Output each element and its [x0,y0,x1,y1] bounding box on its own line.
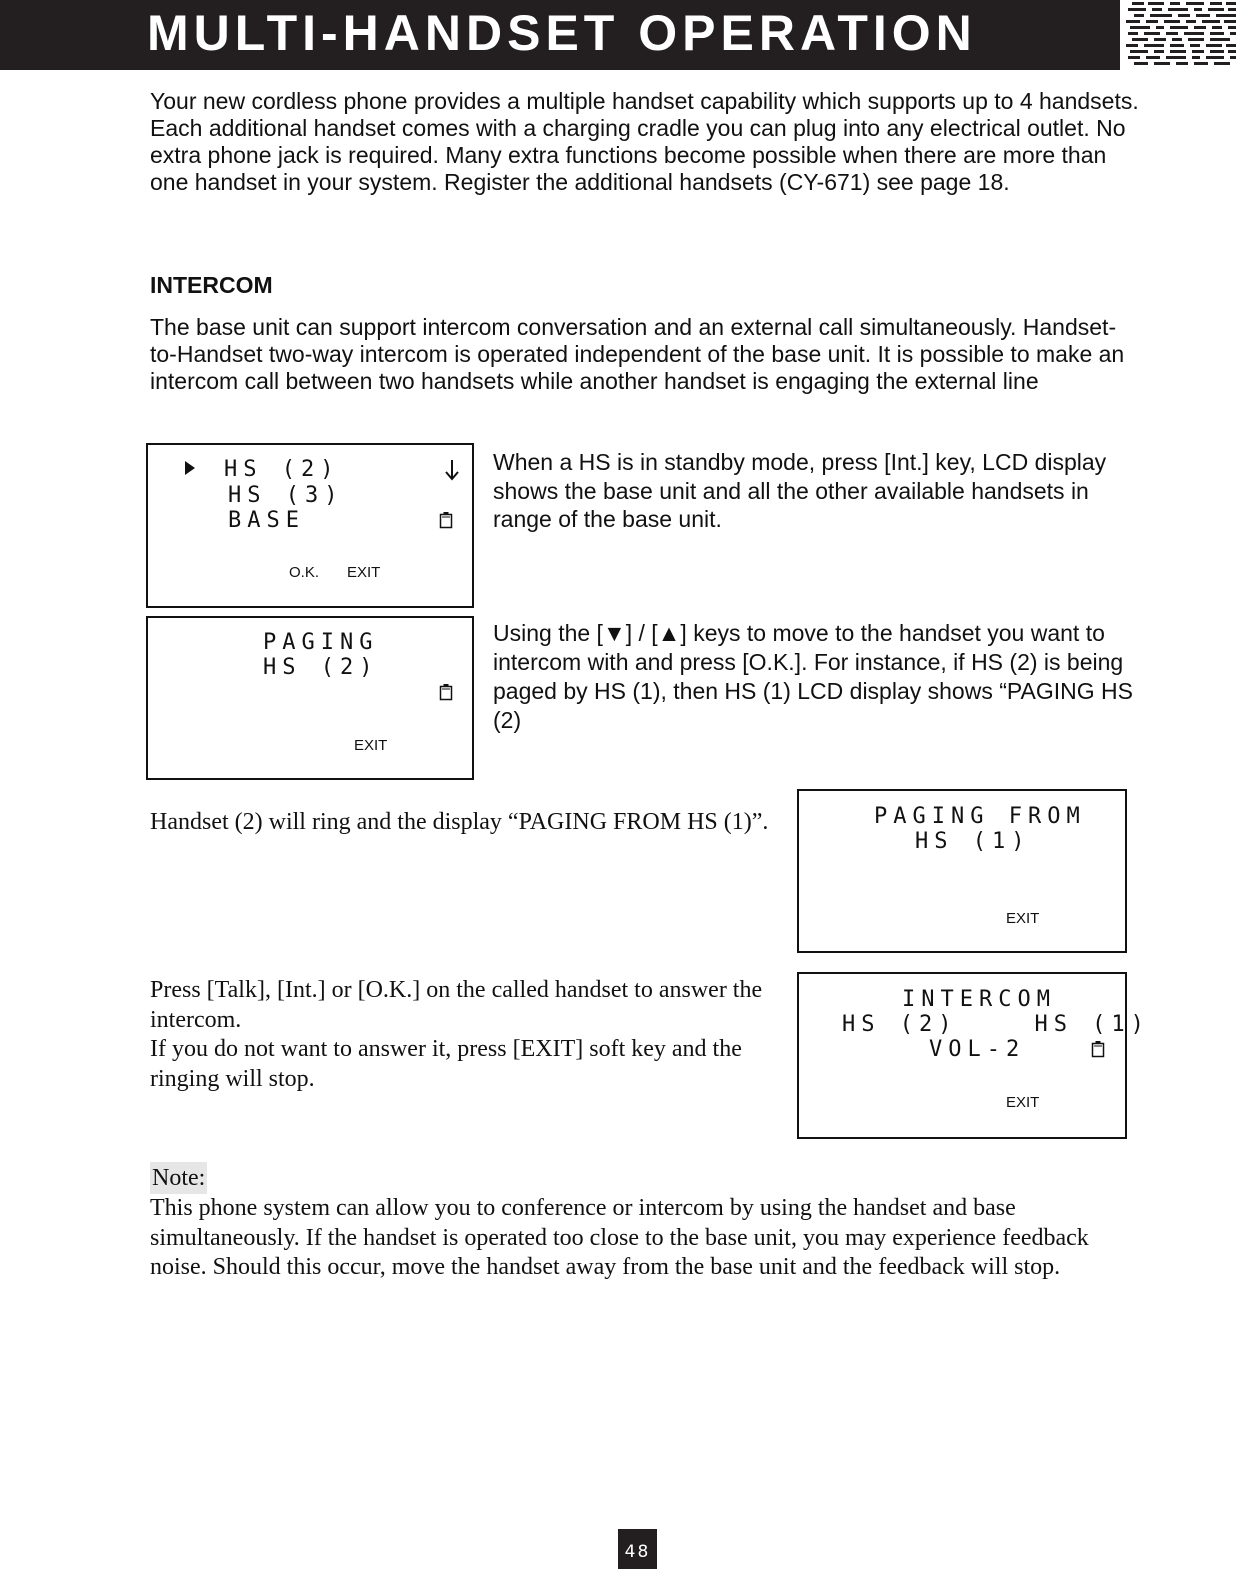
lcd-paging-display [146,616,474,780]
soft-key-ok: O.K. [289,564,320,581]
page-title: MULTI-HANDSET OPERATION [147,5,977,61]
step-answer-description [150,976,780,1094]
lcd-line-paging: PAGING [263,630,379,655]
lcd-line-paging-from: PAGING FROM [874,804,1086,829]
battery-icon [439,511,453,529]
intercom-description: The base unit can support intercom conversation and an external call simultaneously. Handset-to-Handset two-way intercom is operated independent of the base unit. It is possible to make an intercom call between two handsets while another handset is engaging the external line [150,314,1125,394]
step-decline-line: If you do not want to answer it, press [EXIT] soft key and the ringing will stop. [150,1036,742,1092]
step-ring-description: Handset (2) will ring and the display “PAGING FROM HS (1)”. [150,809,769,835]
header-bar [0,0,1120,70]
triangle-right-icon [184,460,196,476]
lcd-line-intercom: INTERCOM [902,987,1056,1012]
note-text: This phone system can allow you to conference or intercom by using the handset and base simultaneously. If the handset is operated too close to the base unit, you may experience feedback noise. Should this occur, move the handset away from the base unit and the feedback will stop. [150,1195,1089,1280]
lcd-intercom-display [797,972,1150,1139]
intro-paragraph: Your new cordless phone provides a multiple handset capability which supports up to 4 handsets. Each additional handset comes with a charging cradle you can plug into any electrical outlet. No extra phone jack is required. Many extra functions become possible when there are more than one handset in your system. Register the additional handsets (CY-671) see page 18. [150,88,1139,195]
soft-key-exit: EXIT [347,564,381,581]
step-standby-description: When a HS is in standby mode, press [Int.] key, LCD display shows the base unit and all the other available handsets in range of the base unit. [493,449,1107,532]
lcd-paging-from-display [797,789,1127,953]
lcd-line-volume: VOL-2 [929,1037,1026,1062]
section-heading-intercom: INTERCOM [150,272,273,298]
decorative-pattern-icon [1124,0,1240,70]
lcd-line-base: BASE [228,508,305,533]
battery-icon [1091,1040,1105,1058]
lcd-standby-display [146,443,474,608]
lcd-line-hs2: HS (2) [263,655,379,680]
lcd-line-hs1: HS (1) [915,829,1031,854]
soft-key-exit: EXIT [354,737,388,754]
soft-key-exit: EXIT [1006,910,1040,927]
step-answer-line: Press [Talk], [Int.] or [O.K.] on the called handset to answer the intercom. [150,977,763,1033]
page-number: 48 [618,1529,657,1569]
battery-icon [439,683,453,701]
step-select-handset-description: Using the [▼] / [▲] keys to move to the handset you want to intercom with and press [O.K.]. For instance, if HS (2) is being paged by HS (1), then HS (1) LCD display shows “PAGING HS (2) [493,620,1133,733]
lcd-line-hs2-hs1: HS (2) HS (1) [842,1012,1150,1037]
note-label: Note: [150,1162,207,1194]
soft-key-exit: EXIT [1006,1094,1040,1111]
lcd-line-hs2: HS (2) [224,457,340,482]
lcd-line-hs3: HS (3) [228,483,344,508]
arrow-down-icon [444,459,460,481]
